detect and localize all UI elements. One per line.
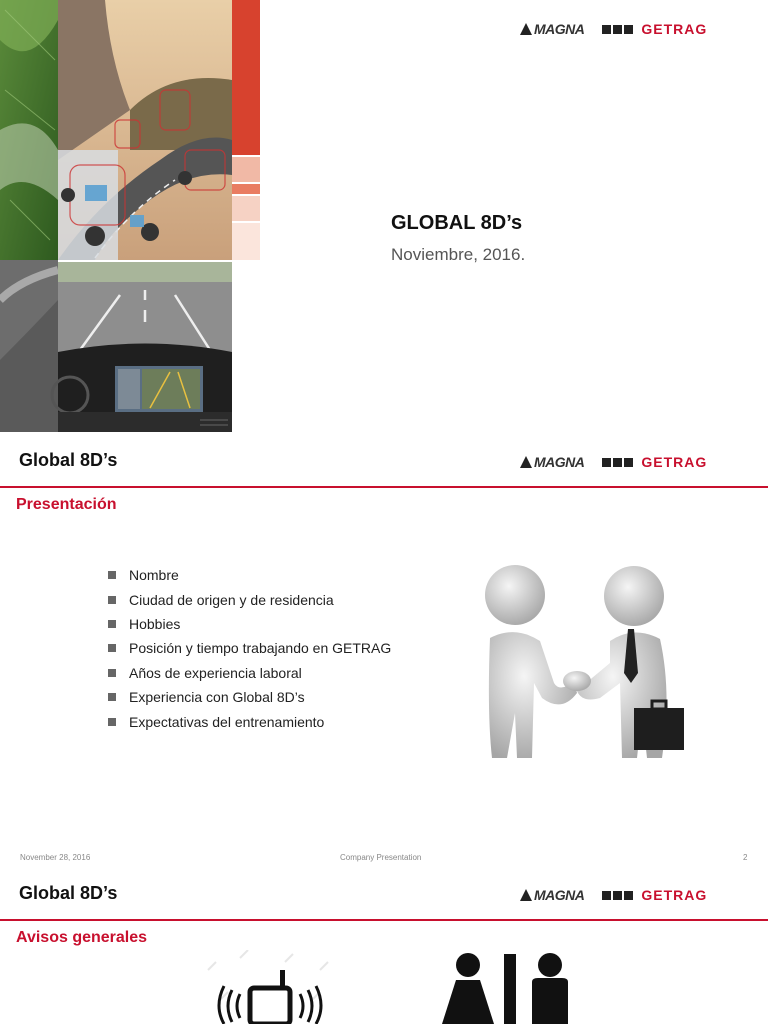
magna-mark-icon [520,889,532,901]
header-divider [0,486,768,488]
getrag-block-icon [624,891,633,900]
square-bullet-icon [108,596,116,604]
magna-logo [520,887,584,903]
magna-mark-icon [520,456,532,468]
section-title: Avisos generales [16,929,148,946]
brand-logos [520,887,707,903]
notices-slide [0,866,768,1024]
getrag-logo [602,887,707,903]
list-item: Nombre [108,563,391,587]
magna-logo [520,21,584,37]
brand-logos [520,454,707,470]
magna-wordmark: MAGNA [534,454,585,470]
getrag-wordmark: GETRAG [641,454,708,470]
square-bullet-icon [108,718,116,726]
getrag-block-icon [602,891,611,900]
square-bullet-icon [108,620,116,628]
handshake-illustration [482,563,684,765]
header-divider [0,919,768,921]
magna-logo [520,454,584,470]
getrag-logo [602,21,707,37]
getrag-block-icon [602,25,611,34]
restroom-icon [438,952,578,1024]
square-bullet-icon [108,571,116,579]
list-item: Hobbies [108,612,391,636]
getrag-block-icon [624,458,633,467]
brand-logos [520,21,707,37]
magna-wordmark: MAGNA [534,21,585,37]
slide-header: Global 8D’s [19,883,118,903]
bullet-list [108,563,391,734]
title-slide [0,0,768,432]
getrag-block-icon [624,25,633,34]
presentation-title: GLOBAL 8D’s [391,212,523,234]
footer-date: November 28, 2016 [20,853,91,862]
slide-header: Global 8D’s [19,450,118,470]
phone-vibrate-icon [200,950,335,1024]
getrag-wordmark: GETRAG [641,887,708,903]
getrag-logo [602,454,707,470]
list-item: Posición y tiempo trabajando en GETRAG [108,636,391,660]
presentation-slide [0,433,768,865]
list-item: Años de experiencia laboral [108,661,391,685]
list-item: Experiencia con Global 8D’s [108,685,391,709]
page-number: 2 [743,853,748,862]
list-item: Expectativas del entrenamiento [108,709,391,733]
cover-collage-image [0,0,262,432]
footer-label: Company Presentation [340,853,422,862]
presentation-subtitle: Noviembre, 2016. [391,245,526,264]
getrag-block-icon [613,25,622,34]
getrag-block-icon [613,458,622,467]
magna-mark-icon [520,23,532,35]
square-bullet-icon [108,669,116,677]
section-title: Presentación [16,496,117,513]
getrag-block-icon [613,891,622,900]
square-bullet-icon [108,693,116,701]
getrag-block-icon [602,458,611,467]
list-item: Ciudad de origen y de residencia [108,587,391,611]
square-bullet-icon [108,644,116,652]
getrag-wordmark: GETRAG [641,21,708,37]
magna-wordmark: MAGNA [534,887,585,903]
